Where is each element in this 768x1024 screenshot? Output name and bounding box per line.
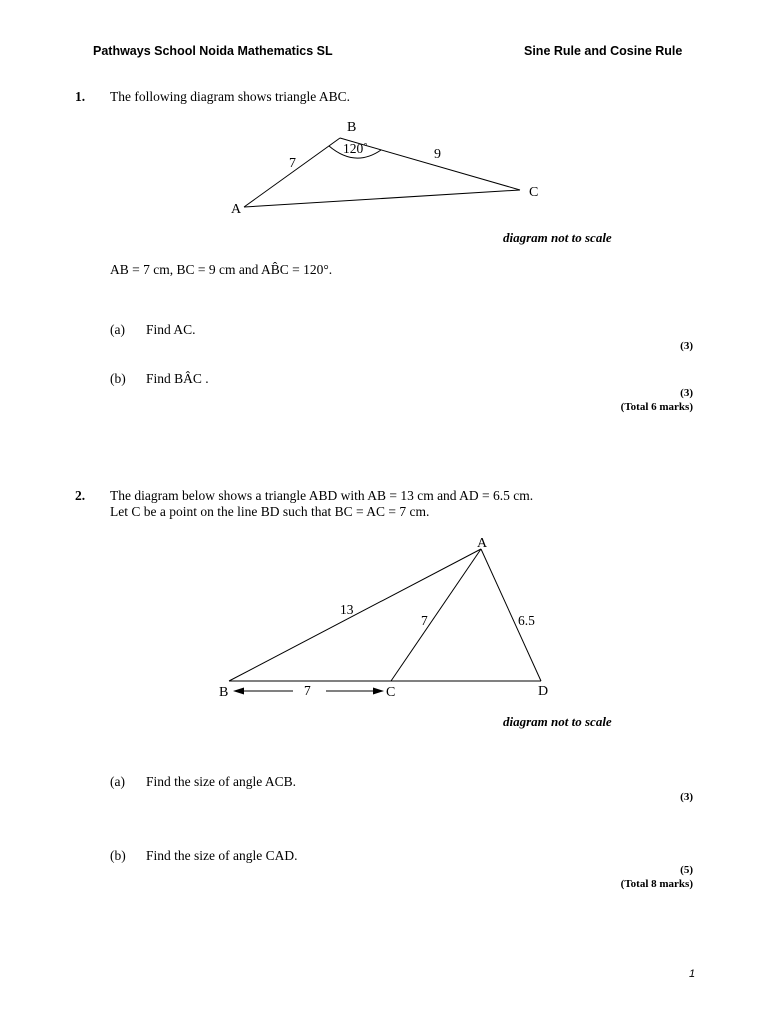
q1-part-b-text: Find BÂC . <box>146 371 209 386</box>
header-right-title: Sine Rule and Cosine Rule <box>524 44 683 58</box>
q2-part-a-label: (a) <box>110 774 125 789</box>
q2-bc-arrow-right-head <box>373 688 384 695</box>
page-number: 1 <box>689 968 696 980</box>
q2-vertex-d: D <box>538 684 549 699</box>
q1-given: AB = 7 cm, BC = 9 cm and AB̂C = 120°. <box>110 262 333 277</box>
q2-vertex-b: B <box>219 685 229 700</box>
q1-side-ab-label: 7 <box>289 156 296 171</box>
q1-vertex-a: A <box>231 202 242 217</box>
q2-side-ac-label: 7 <box>421 613 428 628</box>
q2-number: 2. <box>75 488 86 503</box>
header-left-title: Pathways School Noida Mathematics SL <box>93 44 333 58</box>
q1-vertex-b: B <box>347 120 357 135</box>
q2-side-ab-line <box>229 549 481 681</box>
q2-part-b-text: Find the size of angle CAD. <box>146 848 298 863</box>
q2-vertex-a: A <box>477 536 488 551</box>
q2-vertex-c: C <box>386 685 396 700</box>
q1-total-marks: (Total 6 marks) <box>620 401 693 413</box>
q1-number: 1. <box>75 89 86 104</box>
q2-part-b-label: (b) <box>110 848 126 863</box>
q1-diagram-note: diagram not to scale <box>503 230 612 245</box>
q2-side-ab-label: 13 <box>340 602 354 617</box>
q2-part-a-marks: (3) <box>680 791 693 803</box>
q1-intro: The following diagram shows triangle ABC. <box>110 89 350 104</box>
q1-part-a-label: (a) <box>110 322 125 337</box>
q1-part-b-label: (b) <box>110 371 126 386</box>
q2-bc-arrow-left-head <box>233 688 244 695</box>
q2-diagram-note: diagram not to scale <box>503 714 612 729</box>
q2-intro-line1: The diagram below shows a triangle ABD with AB = 13 cm and AD = 6.5 cm. <box>110 488 534 503</box>
q2-side-bc-label: 7 <box>304 683 311 698</box>
q1-vertex-c: C <box>529 185 539 200</box>
q2-side-ad-label: 6.5 <box>518 613 535 628</box>
q1-side-bc-label: 9 <box>434 147 441 162</box>
q2-intro-line2: Let C be a point on the line BD such that BC = AC = 7 cm. <box>110 504 430 519</box>
q2-total-marks: (Total 8 marks) <box>620 878 693 890</box>
q1-part-a-text: Find AC. <box>146 322 196 337</box>
q1-angle-b-label: 120˚ <box>343 141 368 156</box>
q2-part-a-text: Find the size of angle ACB. <box>146 774 296 789</box>
q1-part-a-marks: (3) <box>680 340 693 352</box>
q1-part-b-marks: (3) <box>680 387 693 399</box>
q2-part-b-marks: (5) <box>680 864 693 876</box>
q2-side-ac-line <box>391 549 481 681</box>
